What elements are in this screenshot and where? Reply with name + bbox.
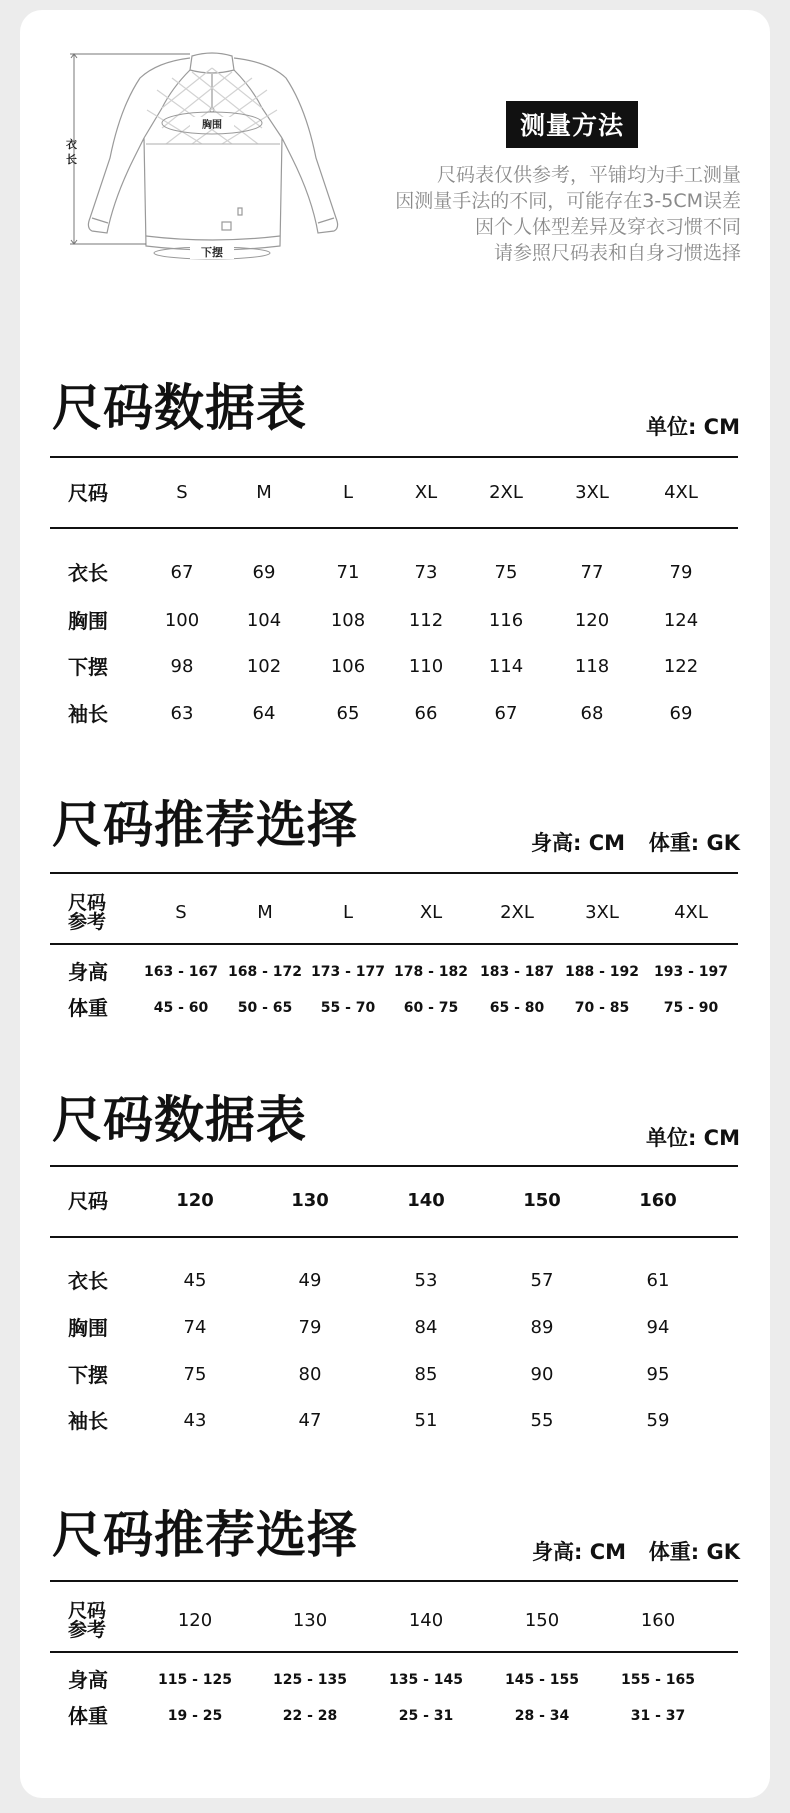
size-cell: 130 (292, 1610, 328, 1631)
size-cell: 140 (407, 1190, 445, 1211)
table-row (0, 1313, 790, 1343)
weight-unit: 体重: GK (648, 831, 740, 855)
value-cell: 55 (530, 1410, 554, 1431)
value-cell: 193 - 197 (653, 964, 729, 980)
value-cell: 75 (183, 1364, 207, 1385)
value-cell: 57 (530, 1270, 554, 1291)
value-cell: 71 (336, 562, 360, 583)
row-label: 胸围 (68, 1316, 108, 1340)
size-cell: 150 (523, 1190, 561, 1211)
table-row (0, 606, 790, 636)
value-cell: 69 (252, 562, 276, 583)
table-row (0, 558, 790, 588)
value-cell: 155 - 165 (620, 1672, 696, 1688)
kids-size-title: 尺码数据表 (52, 1091, 307, 1149)
value-cell: 108 (330, 610, 366, 631)
chest-label: 胸围 (202, 120, 222, 131)
value-cell: 47 (298, 1410, 322, 1431)
value-cell: 61 (646, 1270, 670, 1291)
height-unit: 身高: CM (532, 1540, 627, 1564)
kids-rec-header-row (0, 1601, 790, 1641)
hem-label: 下摆 (201, 246, 223, 259)
value-cell: 106 (330, 656, 366, 677)
size-cell: 120 (176, 1190, 214, 1211)
value-cell: 22 - 28 (282, 1708, 338, 1724)
size-cell: 120 (177, 1610, 213, 1631)
row-label: 衣长 (68, 1269, 108, 1293)
size-cell: 2XL (500, 902, 534, 923)
header-label: 尺码 (68, 892, 107, 914)
size-cell: XL (414, 482, 438, 503)
value-cell: 112 (408, 610, 444, 631)
value-cell: 67 (170, 562, 194, 583)
value-cell: 53 (414, 1270, 438, 1291)
table-row (0, 1701, 790, 1731)
value-cell: 63 (170, 703, 194, 724)
length-label-top: 衣 (66, 138, 77, 151)
value-cell: 55 - 70 (320, 1000, 376, 1016)
size-cell: M (256, 482, 272, 503)
adult-rec-header-row (0, 893, 790, 933)
divider (50, 1165, 738, 1167)
table-row (0, 1360, 790, 1390)
length-label-bottom: 长 (66, 153, 77, 166)
note-line: 请参照尺码表和自身习惯选择 (493, 242, 741, 264)
value-cell: 98 (170, 656, 194, 677)
value-cell: 64 (252, 703, 276, 724)
value-cell: 49 (298, 1270, 322, 1291)
value-cell: 67 (494, 703, 518, 724)
row-label: 袖长 (68, 1409, 108, 1433)
value-cell: 45 - 60 (153, 1000, 209, 1016)
row-label: 下摆 (68, 1363, 108, 1387)
size-cell: 4XL (674, 902, 708, 923)
size-cell: L (342, 902, 354, 923)
size-cell: M (257, 902, 273, 923)
size-cell: S (175, 902, 187, 923)
row-label: 身高 (68, 1668, 108, 1692)
row-label: 体重 (68, 996, 108, 1020)
table-row (0, 1406, 790, 1436)
table-row (0, 1665, 790, 1695)
value-cell: 73 (414, 562, 438, 583)
value-cell: 183 - 187 (479, 964, 555, 980)
value-cell: 145 - 155 (504, 1672, 580, 1688)
header-label: 尺码 (68, 481, 108, 505)
value-cell: 114 (488, 656, 524, 677)
table-row (0, 957, 790, 987)
value-cell: 135 - 145 (388, 1672, 464, 1688)
table-row (0, 699, 790, 729)
size-cell: S (176, 482, 188, 503)
value-cell: 163 - 167 (143, 964, 219, 980)
row-label: 衣长 (68, 561, 108, 585)
value-cell: 31 - 37 (630, 1708, 686, 1724)
value-cell: 95 (646, 1364, 670, 1385)
size-cell: 160 (640, 1610, 676, 1631)
adult-size-header-row (0, 478, 790, 508)
value-cell: 90 (530, 1364, 554, 1385)
value-cell: 70 - 85 (574, 1000, 630, 1016)
weight-unit: 体重: GK (648, 1540, 740, 1564)
value-cell: 51 (414, 1410, 438, 1431)
value-cell: 85 (414, 1364, 438, 1385)
size-cell: L (342, 482, 354, 503)
table-row (0, 1266, 790, 1296)
value-cell: 59 (646, 1410, 670, 1431)
value-cell: 50 - 65 (237, 1000, 293, 1016)
note-line: 因测量手法的不同，可能存在3-5CM误差 (395, 190, 741, 212)
row-label: 胸围 (68, 609, 108, 633)
value-cell: 188 - 192 (564, 964, 640, 980)
value-cell: 79 (669, 562, 693, 583)
value-cell: 75 - 90 (663, 1000, 719, 1016)
divider (50, 527, 738, 529)
size-cell: 2XL (489, 482, 523, 503)
value-cell: 120 (574, 610, 610, 631)
value-cell: 45 (183, 1270, 207, 1291)
size-cell: 140 (408, 1610, 444, 1631)
value-cell: 68 (580, 703, 604, 724)
value-cell: 65 - 80 (489, 1000, 545, 1016)
size-cell: 160 (639, 1190, 677, 1211)
kids-size-header-row (0, 1186, 790, 1216)
value-cell: 124 (663, 610, 699, 631)
value-cell: 84 (414, 1317, 438, 1338)
value-cell: 60 - 75 (403, 1000, 459, 1016)
value-cell: 104 (246, 610, 282, 631)
value-cell: 69 (669, 703, 693, 724)
value-cell: 173 - 177 (310, 964, 386, 980)
value-cell: 74 (183, 1317, 207, 1338)
divider (50, 456, 738, 458)
kids-rec-title: 尺码推荐选择 (52, 1506, 358, 1564)
value-cell: 66 (414, 703, 438, 724)
divider (50, 1651, 738, 1653)
value-cell: 25 - 31 (398, 1708, 454, 1724)
divider (50, 1236, 738, 1238)
value-cell: 65 (336, 703, 360, 724)
value-cell: 102 (246, 656, 282, 677)
value-cell: 122 (663, 656, 699, 677)
size-cell: 3XL (575, 482, 609, 503)
size-cell: 4XL (664, 482, 698, 503)
adult-size-title: 尺码数据表 (52, 379, 307, 437)
value-cell: 168 - 172 (227, 964, 303, 980)
adult-rec-title: 尺码推荐选择 (52, 796, 358, 854)
value-cell: 75 (494, 562, 518, 583)
value-cell: 178 - 182 (393, 964, 469, 980)
header-label: 尺码 (68, 1600, 107, 1622)
table-row (0, 993, 790, 1023)
row-label: 身高 (68, 960, 108, 984)
value-cell: 100 (164, 610, 200, 631)
value-cell: 19 - 25 (167, 1708, 223, 1724)
table-row (0, 652, 790, 682)
adult-size-unit: 单位: CM (645, 415, 740, 439)
value-cell: 116 (488, 610, 524, 631)
value-cell: 80 (298, 1364, 322, 1385)
note-line: 因个人体型差异及穿衣习惯不同 (474, 216, 741, 238)
value-cell: 89 (530, 1317, 554, 1338)
row-label: 体重 (68, 1704, 108, 1728)
size-cell: 3XL (585, 902, 619, 923)
value-cell: 118 (574, 656, 610, 677)
size-cell: 150 (524, 1610, 560, 1631)
value-cell: 79 (298, 1317, 322, 1338)
divider (50, 872, 738, 874)
row-label: 下摆 (68, 655, 108, 679)
measure-notes (395, 162, 741, 266)
size-cell: 130 (291, 1190, 329, 1211)
value-cell: 125 - 135 (272, 1672, 348, 1688)
kids-size-unit: 单位: CM (645, 1126, 740, 1150)
value-cell: 43 (183, 1410, 207, 1431)
value-cell: 77 (580, 562, 604, 583)
value-cell: 110 (408, 656, 444, 677)
height-unit: 身高: CM (531, 831, 626, 855)
jacket-diagram (62, 48, 382, 308)
size-cell: XL (419, 902, 443, 923)
measure-method-badge: 测量方法 (506, 101, 638, 148)
divider (50, 943, 738, 945)
note-line: 尺码表仅供参考，平铺均为手工测量 (436, 164, 741, 186)
divider (50, 1580, 738, 1582)
row-label: 袖长 (68, 702, 108, 726)
value-cell: 28 - 34 (514, 1708, 570, 1724)
value-cell: 94 (646, 1317, 670, 1338)
header-label: 参考 (68, 911, 107, 933)
value-cell: 115 - 125 (157, 1672, 233, 1688)
header-label: 尺码 (68, 1189, 108, 1213)
header-label: 参考 (68, 1619, 107, 1641)
